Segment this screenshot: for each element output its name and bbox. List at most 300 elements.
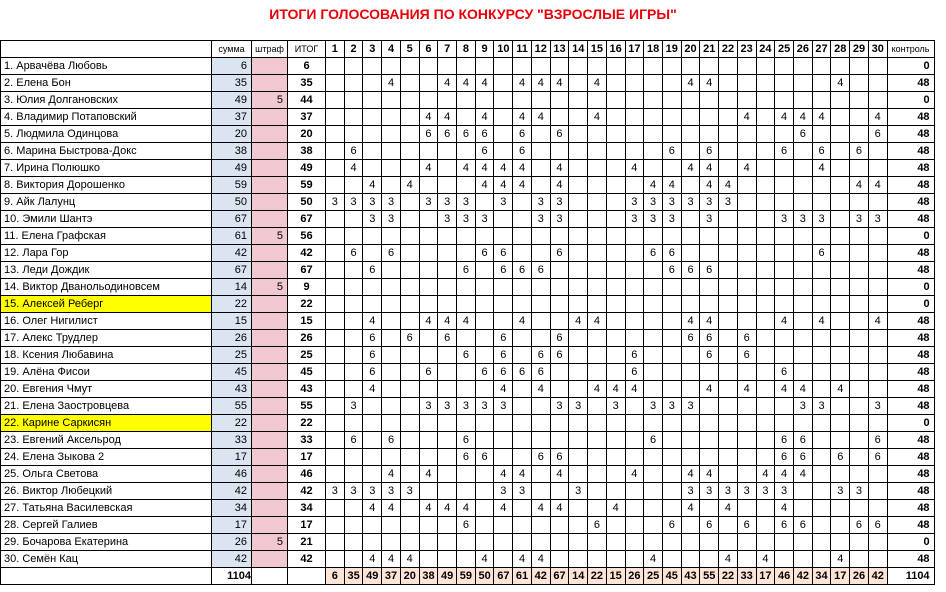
vote-cell[interactable] <box>662 347 681 364</box>
vote-cell[interactable]: 6 <box>868 517 887 534</box>
vote-cell[interactable]: 4 <box>775 313 794 330</box>
vote-cell[interactable]: 6 <box>531 364 550 381</box>
vote-cell[interactable]: 4 <box>363 313 382 330</box>
shtraf-cell[interactable] <box>252 364 288 381</box>
vote-cell[interactable] <box>625 313 644 330</box>
vote-cell[interactable]: 4 <box>868 313 887 330</box>
vote-cell[interactable] <box>719 160 738 177</box>
vote-cell[interactable]: 6 <box>625 364 644 381</box>
vote-cell[interactable] <box>475 228 494 245</box>
vote-cell[interactable] <box>569 262 588 279</box>
vote-cell[interactable] <box>850 313 869 330</box>
vote-cell[interactable] <box>569 177 588 194</box>
vote-cell[interactable]: 3 <box>475 211 494 228</box>
vote-cell[interactable] <box>719 109 738 126</box>
vote-cell[interactable] <box>850 330 869 347</box>
summa-cell[interactable]: 37 <box>212 109 252 126</box>
vote-cell[interactable] <box>438 245 457 262</box>
kontrol-cell[interactable]: 48 <box>887 160 934 177</box>
vote-cell[interactable] <box>850 500 869 517</box>
shtraf-cell[interactable] <box>252 58 288 75</box>
vote-cell[interactable] <box>457 534 476 551</box>
vote-cell[interactable]: 4 <box>513 466 532 483</box>
vote-cell[interactable] <box>588 245 607 262</box>
vote-cell[interactable] <box>569 228 588 245</box>
vote-cell[interactable]: 4 <box>475 109 494 126</box>
vote-cell[interactable]: 4 <box>793 466 812 483</box>
vote-cell[interactable] <box>382 398 401 415</box>
vote-cell[interactable]: 6 <box>344 245 363 262</box>
vote-cell[interactable]: 6 <box>644 245 663 262</box>
vote-cell[interactable]: 6 <box>550 449 569 466</box>
vote-cell[interactable] <box>438 228 457 245</box>
vote-cell[interactable] <box>569 109 588 126</box>
vote-cell[interactable] <box>531 330 550 347</box>
vote-cell[interactable] <box>513 296 532 313</box>
vote-cell[interactable]: 4 <box>644 551 663 568</box>
vote-cell[interactable] <box>419 551 438 568</box>
vote-cell[interactable]: 4 <box>494 160 513 177</box>
vote-cell[interactable] <box>457 279 476 296</box>
vote-cell[interactable] <box>756 126 775 143</box>
vote-total-cell[interactable]: 67 <box>550 568 569 585</box>
vote-cell[interactable] <box>494 228 513 245</box>
vote-cell[interactable] <box>344 109 363 126</box>
vote-cell[interactable]: 4 <box>831 551 850 568</box>
vote-cell[interactable]: 6 <box>588 517 607 534</box>
vote-cell[interactable] <box>419 534 438 551</box>
vote-cell[interactable] <box>700 364 719 381</box>
shtraf-cell[interactable]: 5 <box>252 228 288 245</box>
vote-cell[interactable]: 4 <box>700 381 719 398</box>
summa-cell[interactable]: 22 <box>212 296 252 313</box>
vote-cell[interactable] <box>662 534 681 551</box>
vote-cell[interactable]: 6 <box>513 143 532 160</box>
vote-cell[interactable] <box>850 160 869 177</box>
vote-cell[interactable] <box>457 143 476 160</box>
vote-cell[interactable]: 6 <box>681 330 700 347</box>
vote-cell[interactable] <box>550 415 569 432</box>
vote-cell[interactable] <box>419 228 438 245</box>
vote-cell[interactable]: 6 <box>868 432 887 449</box>
kontrol-cell[interactable]: 48 <box>887 211 934 228</box>
summa-cell[interactable]: 35 <box>212 75 252 92</box>
vote-cell[interactable] <box>494 143 513 160</box>
vote-cell[interactable]: 6 <box>513 262 532 279</box>
vote-cell[interactable] <box>494 296 513 313</box>
vote-cell[interactable] <box>438 466 457 483</box>
vote-cell[interactable] <box>812 466 831 483</box>
vote-cell[interactable] <box>531 279 550 296</box>
vote-cell[interactable] <box>363 92 382 109</box>
vote-cell[interactable] <box>382 92 401 109</box>
shtraf-cell[interactable] <box>252 245 288 262</box>
vote-cell[interactable]: 4 <box>438 75 457 92</box>
vote-cell[interactable] <box>681 432 700 449</box>
vote-cell[interactable] <box>625 449 644 466</box>
vote-cell[interactable] <box>756 279 775 296</box>
participant-name[interactable]: 8. Виктория Дорошенко <box>1 177 212 194</box>
vote-cell[interactable] <box>363 279 382 296</box>
vote-cell[interactable]: 6 <box>850 517 869 534</box>
vote-cell[interactable]: 3 <box>457 194 476 211</box>
vote-cell[interactable] <box>438 160 457 177</box>
vote-cell[interactable] <box>438 517 457 534</box>
vote-cell[interactable] <box>681 364 700 381</box>
vote-cell[interactable] <box>831 194 850 211</box>
vote-cell[interactable]: 4 <box>550 466 569 483</box>
itog-cell[interactable]: 20 <box>288 126 326 143</box>
vote-cell[interactable]: 6 <box>700 143 719 160</box>
participant-name[interactable]: 11. Елена Графская <box>1 228 212 245</box>
vote-cell[interactable] <box>494 92 513 109</box>
vote-cell[interactable]: 4 <box>419 160 438 177</box>
vote-cell[interactable]: 6 <box>363 347 382 364</box>
vote-cell[interactable]: 4 <box>550 160 569 177</box>
vote-cell[interactable]: 6 <box>775 449 794 466</box>
vote-cell[interactable] <box>756 432 775 449</box>
vote-cell[interactable]: 6 <box>475 364 494 381</box>
vote-cell[interactable] <box>850 415 869 432</box>
vote-cell[interactable] <box>494 109 513 126</box>
vote-cell[interactable] <box>831 109 850 126</box>
vote-cell[interactable] <box>831 398 850 415</box>
itog-cell[interactable]: 59 <box>288 177 326 194</box>
vote-cell[interactable] <box>363 534 382 551</box>
vote-cell[interactable] <box>419 415 438 432</box>
vote-cell[interactable] <box>531 415 550 432</box>
vote-cell[interactable] <box>681 381 700 398</box>
vote-cell[interactable] <box>588 279 607 296</box>
shtraf-cell[interactable] <box>252 160 288 177</box>
vote-cell[interactable]: 6 <box>494 262 513 279</box>
vote-cell[interactable] <box>662 160 681 177</box>
vote-cell[interactable] <box>756 228 775 245</box>
vote-cell[interactable] <box>475 58 494 75</box>
vote-cell[interactable] <box>550 228 569 245</box>
itog-cell[interactable]: 26 <box>288 330 326 347</box>
vote-cell[interactable] <box>793 500 812 517</box>
vote-cell[interactable]: 3 <box>644 398 663 415</box>
vote-cell[interactable] <box>831 58 850 75</box>
vote-cell[interactable] <box>681 126 700 143</box>
kontrol-cell[interactable]: 48 <box>887 194 934 211</box>
vote-cell[interactable] <box>868 262 887 279</box>
vote-cell[interactable]: 3 <box>363 483 382 500</box>
kontrol-cell[interactable]: 48 <box>887 449 934 466</box>
vote-cell[interactable] <box>588 500 607 517</box>
vote-cell[interactable] <box>457 177 476 194</box>
vote-cell[interactable] <box>438 364 457 381</box>
vote-cell[interactable] <box>737 194 756 211</box>
vote-cell[interactable]: 4 <box>438 109 457 126</box>
vote-cell[interactable]: 3 <box>344 398 363 415</box>
vote-cell[interactable] <box>756 415 775 432</box>
vote-cell[interactable] <box>700 500 719 517</box>
vote-cell[interactable] <box>775 347 794 364</box>
vote-cell[interactable] <box>588 126 607 143</box>
vote-cell[interactable] <box>400 415 419 432</box>
vote-cell[interactable] <box>644 143 663 160</box>
vote-cell[interactable] <box>326 126 345 143</box>
vote-cell[interactable] <box>644 347 663 364</box>
participant-name[interactable]: 19. Алёна Фисои <box>1 364 212 381</box>
vote-cell[interactable] <box>831 160 850 177</box>
vote-cell[interactable] <box>700 126 719 143</box>
vote-cell[interactable] <box>363 449 382 466</box>
vote-cell[interactable] <box>569 517 588 534</box>
vote-cell[interactable] <box>550 432 569 449</box>
vote-cell[interactable]: 3 <box>662 211 681 228</box>
vote-total-cell[interactable]: 6 <box>326 568 345 585</box>
kontrol-cell[interactable]: 0 <box>887 296 934 313</box>
vote-cell[interactable] <box>812 534 831 551</box>
vote-cell[interactable] <box>400 466 419 483</box>
vote-cell[interactable] <box>382 415 401 432</box>
vote-cell[interactable] <box>812 449 831 466</box>
itog-cell[interactable]: 25 <box>288 347 326 364</box>
vote-cell[interactable] <box>868 296 887 313</box>
vote-cell[interactable] <box>326 228 345 245</box>
vote-cell[interactable] <box>606 364 625 381</box>
participant-name[interactable]: 3. Юлия Долгановских <box>1 92 212 109</box>
shtraf-cell[interactable] <box>252 313 288 330</box>
vote-cell[interactable] <box>419 449 438 466</box>
vote-cell[interactable] <box>850 381 869 398</box>
vote-cell[interactable] <box>494 126 513 143</box>
vote-cell[interactable] <box>382 58 401 75</box>
vote-cell[interactable] <box>588 432 607 449</box>
vote-cell[interactable] <box>457 58 476 75</box>
vote-cell[interactable] <box>812 364 831 381</box>
summa-cell[interactable]: 26 <box>212 534 252 551</box>
vote-cell[interactable]: 3 <box>812 398 831 415</box>
vote-cell[interactable]: 4 <box>700 466 719 483</box>
vote-cell[interactable] <box>625 415 644 432</box>
vote-cell[interactable]: 4 <box>513 75 532 92</box>
vote-cell[interactable]: 4 <box>868 177 887 194</box>
vote-cell[interactable] <box>644 500 663 517</box>
vote-cell[interactable] <box>700 432 719 449</box>
vote-total-cell[interactable]: 35 <box>344 568 363 585</box>
vote-cell[interactable] <box>850 92 869 109</box>
vote-cell[interactable] <box>737 313 756 330</box>
itog-cell[interactable]: 50 <box>288 194 326 211</box>
vote-cell[interactable]: 3 <box>681 398 700 415</box>
summa-cell[interactable]: 42 <box>212 483 252 500</box>
vote-cell[interactable] <box>326 347 345 364</box>
vote-cell[interactable] <box>588 347 607 364</box>
vote-cell[interactable] <box>344 551 363 568</box>
itog-cell[interactable]: 56 <box>288 228 326 245</box>
vote-cell[interactable] <box>719 92 738 109</box>
vote-cell[interactable]: 4 <box>756 551 775 568</box>
vote-cell[interactable] <box>793 415 812 432</box>
vote-cell[interactable] <box>438 551 457 568</box>
vote-cell[interactable]: 4 <box>419 313 438 330</box>
vote-cell[interactable]: 3 <box>868 211 887 228</box>
vote-total-cell[interactable]: 38 <box>419 568 438 585</box>
vote-cell[interactable]: 4 <box>438 500 457 517</box>
vote-cell[interactable] <box>400 364 419 381</box>
vote-cell[interactable] <box>569 160 588 177</box>
vote-cell[interactable] <box>569 466 588 483</box>
vote-cell[interactable] <box>550 364 569 381</box>
shtraf-cell[interactable]: 5 <box>252 92 288 109</box>
vote-cell[interactable] <box>606 228 625 245</box>
vote-cell[interactable]: 3 <box>400 483 419 500</box>
vote-cell[interactable] <box>812 500 831 517</box>
vote-cell[interactable]: 3 <box>719 194 738 211</box>
vote-cell[interactable]: 4 <box>625 160 644 177</box>
vote-cell[interactable] <box>662 449 681 466</box>
vote-cell[interactable] <box>344 500 363 517</box>
vote-cell[interactable] <box>737 398 756 415</box>
vote-cell[interactable] <box>756 109 775 126</box>
vote-cell[interactable] <box>662 109 681 126</box>
vote-cell[interactable] <box>681 296 700 313</box>
summa-cell[interactable]: 26 <box>212 330 252 347</box>
vote-cell[interactable] <box>363 160 382 177</box>
vote-total-cell[interactable]: 67 <box>494 568 513 585</box>
vote-cell[interactable] <box>606 177 625 194</box>
vote-cell[interactable] <box>737 279 756 296</box>
vote-cell[interactable] <box>606 245 625 262</box>
vote-cell[interactable] <box>438 432 457 449</box>
vote-cell[interactable] <box>344 279 363 296</box>
vote-cell[interactable]: 4 <box>494 381 513 398</box>
summa-cell[interactable]: 42 <box>212 245 252 262</box>
vote-cell[interactable] <box>588 194 607 211</box>
vote-total-cell[interactable]: 17 <box>756 568 775 585</box>
vote-cell[interactable] <box>719 313 738 330</box>
shtraf-cell[interactable] <box>252 432 288 449</box>
vote-cell[interactable] <box>719 75 738 92</box>
vote-cell[interactable] <box>793 58 812 75</box>
vote-cell[interactable] <box>625 279 644 296</box>
vote-cell[interactable] <box>569 500 588 517</box>
summa-cell[interactable]: 50 <box>212 194 252 211</box>
vote-cell[interactable]: 6 <box>644 432 663 449</box>
shtraf-cell[interactable] <box>252 296 288 313</box>
vote-cell[interactable] <box>400 211 419 228</box>
vote-cell[interactable] <box>756 92 775 109</box>
vote-cell[interactable] <box>457 415 476 432</box>
itog-cell[interactable]: 46 <box>288 466 326 483</box>
kontrol-cell[interactable]: 48 <box>887 262 934 279</box>
vote-cell[interactable] <box>419 75 438 92</box>
vote-cell[interactable]: 6 <box>531 262 550 279</box>
vote-cell[interactable] <box>606 58 625 75</box>
vote-cell[interactable] <box>531 177 550 194</box>
vote-cell[interactable] <box>793 330 812 347</box>
kontrol-cell[interactable]: 0 <box>887 415 934 432</box>
vote-cell[interactable] <box>662 381 681 398</box>
vote-cell[interactable]: 3 <box>531 211 550 228</box>
vote-cell[interactable]: 3 <box>344 483 363 500</box>
summa-cell[interactable]: 38 <box>212 143 252 160</box>
vote-cell[interactable] <box>850 262 869 279</box>
vote-cell[interactable] <box>625 126 644 143</box>
vote-cell[interactable] <box>475 330 494 347</box>
vote-cell[interactable]: 6 <box>419 364 438 381</box>
vote-cell[interactable] <box>775 279 794 296</box>
vote-cell[interactable] <box>513 279 532 296</box>
vote-cell[interactable] <box>756 347 775 364</box>
vote-cell[interactable] <box>868 483 887 500</box>
vote-cell[interactable] <box>400 449 419 466</box>
vote-cell[interactable]: 6 <box>344 143 363 160</box>
vote-cell[interactable] <box>419 279 438 296</box>
vote-cell[interactable] <box>625 109 644 126</box>
summa-cell[interactable]: 6 <box>212 58 252 75</box>
vote-cell[interactable] <box>457 92 476 109</box>
vote-cell[interactable] <box>400 347 419 364</box>
vote-cell[interactable] <box>363 398 382 415</box>
vote-cell[interactable] <box>326 58 345 75</box>
vote-cell[interactable]: 4 <box>812 160 831 177</box>
vote-cell[interactable] <box>419 211 438 228</box>
vote-cell[interactable] <box>850 58 869 75</box>
vote-cell[interactable] <box>400 398 419 415</box>
vote-cell[interactable] <box>475 92 494 109</box>
vote-cell[interactable]: 6 <box>457 347 476 364</box>
vote-cell[interactable] <box>700 92 719 109</box>
vote-cell[interactable] <box>494 279 513 296</box>
vote-cell[interactable]: 3 <box>419 398 438 415</box>
vote-cell[interactable] <box>681 279 700 296</box>
vote-cell[interactable]: 4 <box>737 160 756 177</box>
summa-cell[interactable]: 15 <box>212 313 252 330</box>
vote-cell[interactable] <box>793 534 812 551</box>
vote-cell[interactable] <box>363 58 382 75</box>
vote-cell[interactable] <box>438 262 457 279</box>
vote-total-cell[interactable]: 22 <box>719 568 738 585</box>
vote-cell[interactable]: 6 <box>793 432 812 449</box>
vote-cell[interactable] <box>812 58 831 75</box>
vote-cell[interactable] <box>719 364 738 381</box>
summa-cell[interactable]: 43 <box>212 381 252 398</box>
vote-cell[interactable]: 3 <box>382 211 401 228</box>
vote-cell[interactable]: 4 <box>513 160 532 177</box>
vote-cell[interactable]: 4 <box>419 466 438 483</box>
summa-cell[interactable]: 67 <box>212 211 252 228</box>
vote-cell[interactable] <box>494 432 513 449</box>
itog-cell[interactable]: 37 <box>288 109 326 126</box>
vote-cell[interactable]: 4 <box>719 551 738 568</box>
vote-cell[interactable]: 3 <box>569 483 588 500</box>
vote-cell[interactable] <box>363 517 382 534</box>
vote-cell[interactable] <box>438 279 457 296</box>
vote-cell[interactable] <box>719 262 738 279</box>
vote-cell[interactable]: 4 <box>681 75 700 92</box>
vote-total-cell[interactable]: 37 <box>382 568 401 585</box>
vote-cell[interactable]: 4 <box>513 313 532 330</box>
vote-cell[interactable]: 4 <box>531 500 550 517</box>
vote-cell[interactable] <box>700 296 719 313</box>
vote-cell[interactable] <box>737 262 756 279</box>
vote-cell[interactable] <box>513 330 532 347</box>
vote-cell[interactable] <box>400 517 419 534</box>
vote-cell[interactable]: 3 <box>569 398 588 415</box>
vote-cell[interactable] <box>625 330 644 347</box>
vote-cell[interactable]: 4 <box>644 177 663 194</box>
vote-cell[interactable] <box>662 75 681 92</box>
participant-name[interactable]: 23. Евгений Аксельрод <box>1 432 212 449</box>
vote-total-cell[interactable]: 25 <box>644 568 663 585</box>
vote-cell[interactable] <box>475 432 494 449</box>
vote-cell[interactable] <box>719 330 738 347</box>
